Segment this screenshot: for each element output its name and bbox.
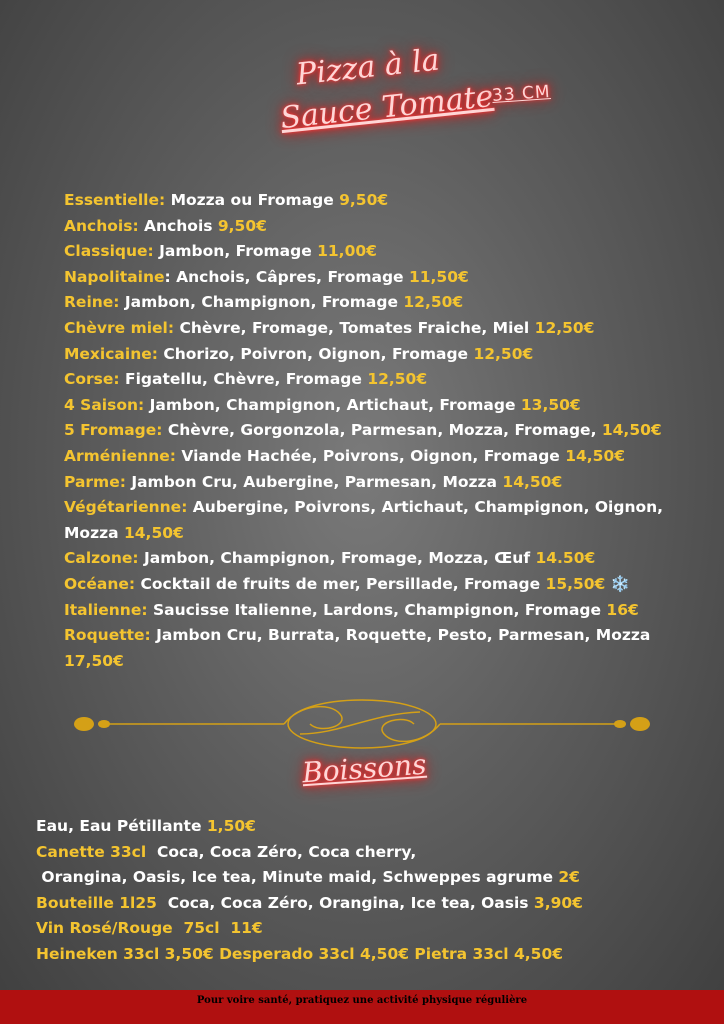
- pizza-name: Roquette:: [64, 626, 151, 645]
- pizza-price: 9,50€: [339, 191, 389, 209]
- pizza-ingredients: Jambon, Champignon, Artichaut, Fromage: [144, 395, 521, 414]
- drink-price: 1,50€: [206, 817, 256, 835]
- pizza-price: 14,50€: [565, 446, 626, 465]
- pizza-item: [64, 316, 664, 342]
- drink-label: Canette 33cl: [36, 842, 147, 861]
- pizza-ingredients: Chorizo, Poivron, Oignon, Fromage: [157, 344, 474, 363]
- pizza-name: Classique:: [64, 242, 154, 261]
- pizza-ingredients: Chèvre, Fromage, Tomates Fraiche, Miel: [174, 318, 535, 337]
- pizza-ingredients: Jambon, Champignon, Fromage: [119, 293, 404, 312]
- pizza-item: [64, 188, 664, 214]
- pizza-item: [64, 444, 664, 470]
- pizza-name: Napolitaine: [64, 267, 165, 286]
- menu-title-line1: Pizza à la: [294, 42, 442, 93]
- pizza-name: Reine:: [64, 293, 120, 312]
- pizza-ingredients: Jambon, Champignon, Fromage, Mozza, Œuf: [138, 549, 536, 568]
- pizza-price: 14,50€: [123, 523, 184, 542]
- pizza-price: 17,50€: [64, 651, 124, 670]
- pizza-list: [64, 188, 664, 674]
- drinks-title: Boissons: [301, 747, 428, 790]
- pizza-price: 11,50€: [408, 267, 469, 286]
- pizza-price: 14.50€: [535, 549, 596, 568]
- pizza-name: Anchois:: [64, 216, 139, 235]
- pizza-name: Calzone:: [64, 549, 139, 568]
- pizza-ingredients: Cocktail de fruits de mer, Persillade, Fromage: [135, 574, 546, 593]
- drink-price: 2€: [558, 868, 580, 886]
- drinks-list: [36, 814, 696, 967]
- pizza-ingredients: : Anchois, Câpres, Fromage: [164, 267, 409, 286]
- pizza-name: 5 Fromage:: [64, 421, 163, 440]
- ornament-divider: [70, 694, 654, 750]
- drink-label: Eau, Eau Pétillante: [36, 817, 207, 835]
- pizza-item: [64, 290, 664, 316]
- pizza-item: [64, 495, 664, 546]
- pizza-name: Parme:: [64, 472, 126, 491]
- footer-health-notice: Pour voire santé, pratiquez une activité physique régulière: [196, 995, 528, 1006]
- pizza-name: Essentielle:: [64, 191, 166, 209]
- pizza-name: 4 Saison:: [64, 395, 145, 414]
- pizza-item: [64, 393, 664, 419]
- drink-can-row-2: [36, 865, 696, 891]
- pizza-item: [64, 623, 664, 674]
- pizza-ingredients: Figatellu, Chèvre, Fromage: [119, 370, 368, 389]
- pizza-price: 16€: [606, 600, 639, 619]
- pizza-item: [64, 598, 664, 624]
- pizza-price: 13,50€: [520, 395, 581, 414]
- pizza-ingredients: Aubergine, Poivrons, Artichaut, Champignon, Oignon, Mozza: [64, 498, 664, 542]
- pizza-item: [64, 342, 664, 368]
- pizza-price: 12,50€: [403, 293, 464, 312]
- drink-wine-row: Vin Rosé/Rouge 75cl 11€: [36, 919, 263, 937]
- pizza-price: 12,50€: [473, 344, 534, 363]
- pizza-item: [64, 470, 664, 496]
- pizza-item: [64, 239, 664, 265]
- pizza-name: Chèvre miel:: [64, 318, 175, 337]
- pizza-price: 15,50€ ❄️: [545, 574, 631, 593]
- drink-can-row: [36, 840, 696, 866]
- pizza-item: [64, 265, 664, 291]
- pizza-ingredients: Viande Hachée, Poivrons, Oignon, Fromage: [175, 446, 566, 465]
- pizza-price: 11,00€: [317, 242, 377, 261]
- pizza-name: Océane:: [64, 574, 136, 593]
- pizza-item: [64, 418, 664, 444]
- pizza-price: 9,50€: [217, 216, 267, 235]
- pizza-price: 12,50€: [367, 370, 428, 389]
- drink-bottle-row: [36, 891, 696, 917]
- pizza-name: Arménienne:: [64, 446, 176, 465]
- pizza-item: [64, 572, 664, 598]
- drink-items: Coca, Coca Zéro, Orangina, Ice tea, Oasis: [156, 893, 534, 912]
- pizza-item: [64, 546, 664, 572]
- drink-water-row: [36, 814, 696, 840]
- drink-price: 3,90€: [533, 893, 583, 912]
- pizza-price: 14,50€: [601, 421, 662, 440]
- pizza-ingredients: Anchois: [138, 216, 218, 235]
- pizza-ingredients: Chèvre, Gorgonzola, Parmesan, Mozza, Fromage,: [162, 421, 602, 440]
- drink-items: Orangina, Oasis, Ice tea, Minute maid, Schweppes agrume: [36, 868, 559, 886]
- pizza-ingredients: Mozza ou Fromage: [165, 191, 340, 209]
- pizza-name: Corse:: [64, 370, 120, 389]
- drink-label: Bouteille 1l25: [36, 893, 157, 912]
- pizza-item: [64, 367, 664, 393]
- drink-items: Coca, Coca Zéro, Coca cherry,: [146, 842, 417, 861]
- pizza-item: [64, 214, 664, 240]
- pizza-size-label: 33 CM: [491, 81, 552, 107]
- pizza-price: 12,50€: [534, 318, 595, 337]
- pizza-name: Italienne:: [64, 600, 148, 619]
- pizza-ingredients: Jambon Cru, Aubergine, Parmesan, Mozza: [125, 472, 503, 491]
- pizza-ingredients: Jambon, Fromage: [153, 242, 318, 261]
- pizza-ingredients: Jambon Cru, Burrata, Roquette, Pesto, Parmesan, Mozza: [150, 626, 651, 645]
- pizza-name: Mexicaine:: [64, 344, 158, 363]
- pizza-name: Végétarienne:: [64, 498, 188, 517]
- menu-title-line2: Sauce Tomate: [278, 78, 495, 137]
- drink-beer-row: Heineken 33cl 3,50€ Desperado 33cl 4,50€ Pietra 33cl 4,50€: [36, 944, 564, 963]
- pizza-price: 14,50€: [502, 472, 563, 491]
- pizza-ingredients: Saucisse Italienne, Lardons, Champignon, Fromage: [147, 600, 607, 619]
